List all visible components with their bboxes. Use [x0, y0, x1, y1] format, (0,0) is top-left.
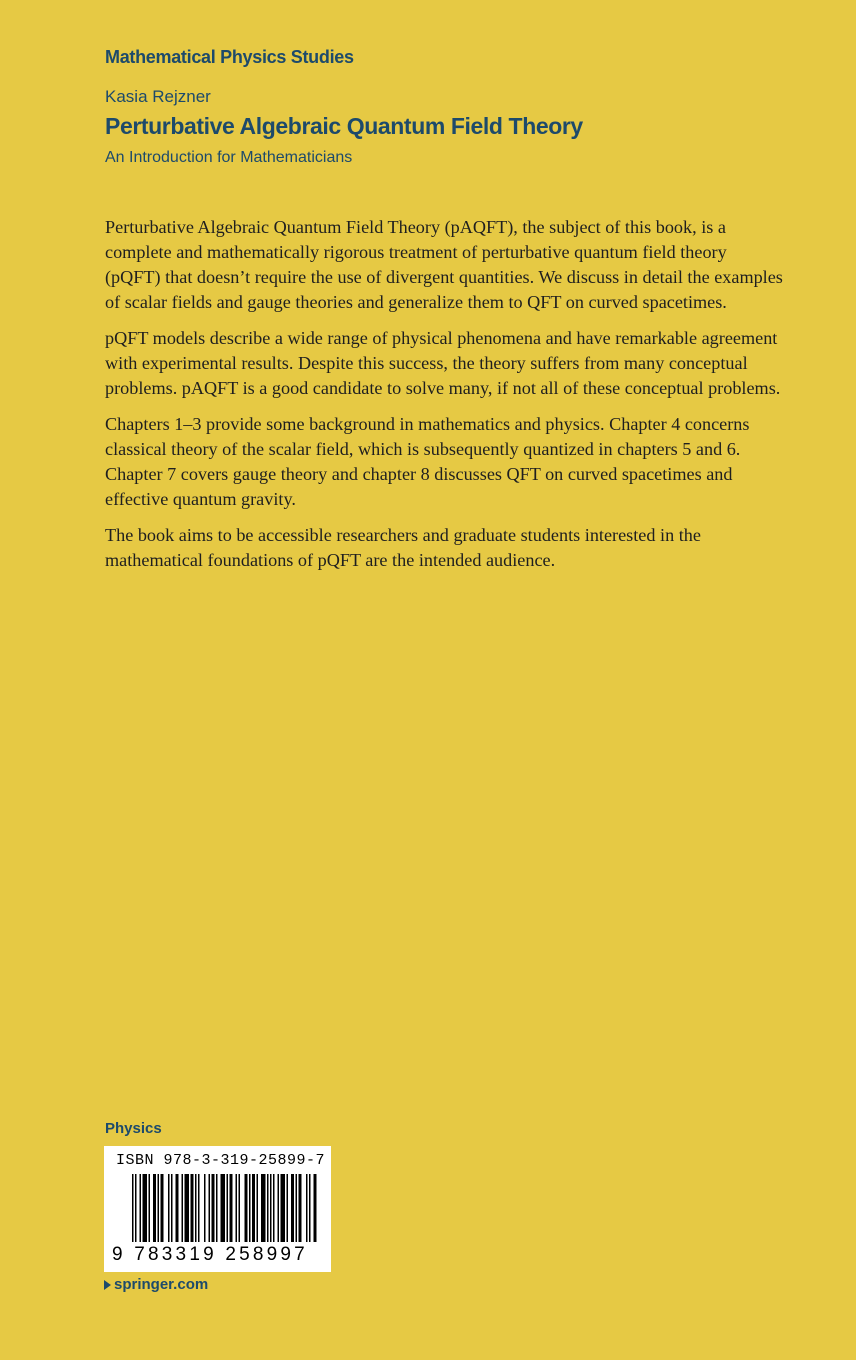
author-name: Kasia Rejzner — [105, 87, 211, 106]
series-title: Mathematical Physics Studies — [105, 47, 354, 67]
publisher-link-label: springer.com — [114, 1276, 209, 1293]
book-subtitle: An Introduction for Mathematicians — [105, 149, 353, 166]
blurb-paragraph: Chapters 1–3 provide some background in mathematics and physics. Chapter 4 concerns classical theory of the scalar field, which is subsequently quantized in chapters 5 and 6. Chapter 7 covers gauge theory and chapter 8 discusses QFT on curved spacetimes and effective quantum gravity. — [105, 414, 750, 509]
blurb-paragraph: Perturbative Algebraic Quantum Field Theory (pAQFT), the subject of this book, is a complete and mathematically rigorous treatment of perturbative quantum field theory (pQFT) that doesn’t require the use of divergent quantities. We discuss in detail the examples of scalar fields and gauge theories and generalize them to QFT on curved spacetimes. — [105, 217, 783, 312]
subject-category: Physics — [105, 1120, 162, 1137]
arrow-right-icon — [104, 1280, 111, 1290]
book-title: Perturbative Algebraic Quantum Field Theory — [105, 113, 583, 139]
back-cover-blurb — [105, 215, 785, 584]
isbn-label: ISBN 978-3-319-25899-7 — [116, 1152, 326, 1169]
isbn-barcode — [104, 1146, 331, 1272]
blurb-paragraph: The book aims to be accessible researchers and graduate students interested in the mathematical foundations of pQFT are the intended audience. — [105, 525, 701, 570]
barcode-digits: 9 783319 258997 — [112, 1244, 308, 1265]
blurb-paragraph: pQFT models describe a wide range of physical phenomena and have remarkable agreement with experimental results. Despite this success, the theory suffers from many conceptual problems. pAQFT is a good candidate to solve many, if not all of these conceptual problems. — [105, 328, 781, 398]
publisher-link[interactable] — [104, 1276, 208, 1293]
